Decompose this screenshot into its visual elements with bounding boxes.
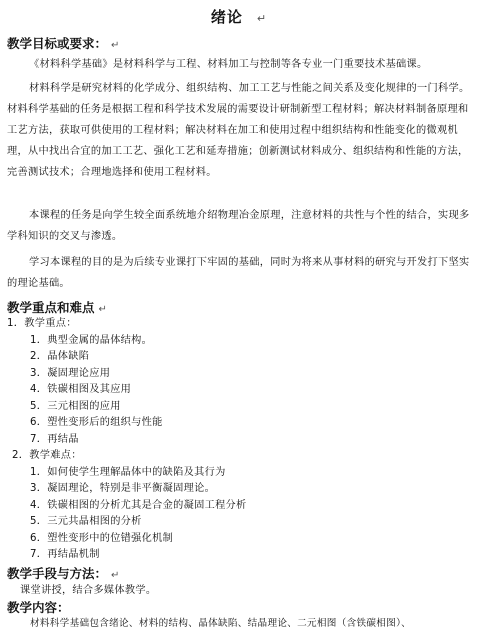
focus-title: 1．教学重点： [7,318,77,329]
objectives-paragraph-1: 《材料科学基础》是材料科学与工程、材料加工与控制等各专业一门重要技术基础课。 [29,59,428,70]
content-text: 材料科学基础包含绪论、材料的结构、晶体缺陷、结晶理论、二元相图（含铁碳相图）、 [30,618,412,629]
paragraph-mark-icon: ↵ [111,40,120,51]
difficulty-item: 1．如何使学生理解晶体中的缺陷及其行为 [30,466,226,478]
key-points-heading-text: 教学重点和难点 [7,300,95,315]
difficulty-item: 6．塑性变形中的位错强化机制 [30,532,174,544]
objectives-heading [7,34,119,52]
difficulty-item: 3．凝固理论，特别是非平衡凝固理论。 [30,483,216,494]
content-heading: 教学内容： [7,600,70,615]
focus-item: 5．三元相图的应用 [30,400,121,412]
difficulty-item: 7．再结晶机制 [30,549,100,560]
focus-item: 2．晶体缺陷 [30,351,90,362]
methods-heading [7,564,119,582]
difficulty-item: 5．三元共晶相图的分析 [30,516,142,527]
difficulty-title: 2．教学难点： [12,450,82,461]
paragraph-mark-icon: ↵ [111,570,120,581]
objectives-paragraph-2: 材料科学是研究材料的化学成分、组织结构、加工工艺与性能之间关系及变化规律的一门科学。材料科学基础的任务是根据工程和科学技术发展的需要设计研制新型工程材料；解决材料制备原理和工艺方法，获取可供使用的工程材料；解决材料在加工和使用过程中组织结构和性能变化的微观机理，从中找出合宜的加工工艺、强化工艺和延寿措施；创新测试材料成分、组织结构和性能的方法，完善测试技术；合理地选择和使用工程材料。 [7,83,470,178]
objectives-paragraph-3: 本课程的任务是向学生较全面系统地介绍物理冶金原理，注意材料的共性与个性的结合，实现多学科知识的交叉与渗透。 [7,210,470,242]
focus-item: 6．塑性变形后的组织与性能 [30,417,163,428]
focus-item: 7．再结晶 [30,433,79,445]
difficulty-item: 4．铁碳相图的分析尤其是合金的凝固工程分析 [30,499,247,511]
focus-item: 1．典型金属的晶体结构。 [30,334,153,346]
page-title [0,6,478,27]
paragraph-mark-icon: ↵ [256,12,268,25]
methods-text: 课堂讲授，结合多媒体教学。 [20,585,157,596]
focus-item: 4．铁碳相图及其应用 [30,384,132,395]
title-text: 绪论 [210,8,243,26]
methods-heading-text: 教学手段与方法： [7,566,108,581]
focus-item: 3．凝固理论应用 [30,367,111,379]
objectives-paragraph-4: 学习本课程的目的是为后续专业课打下牢固的基础，同时为将来从事材料的研究与开发打下坚实的理论基础。 [7,257,470,289]
paragraph-mark-icon: ↵ [98,304,107,315]
objectives-heading-text: 教学目标或要求： [7,36,108,51]
